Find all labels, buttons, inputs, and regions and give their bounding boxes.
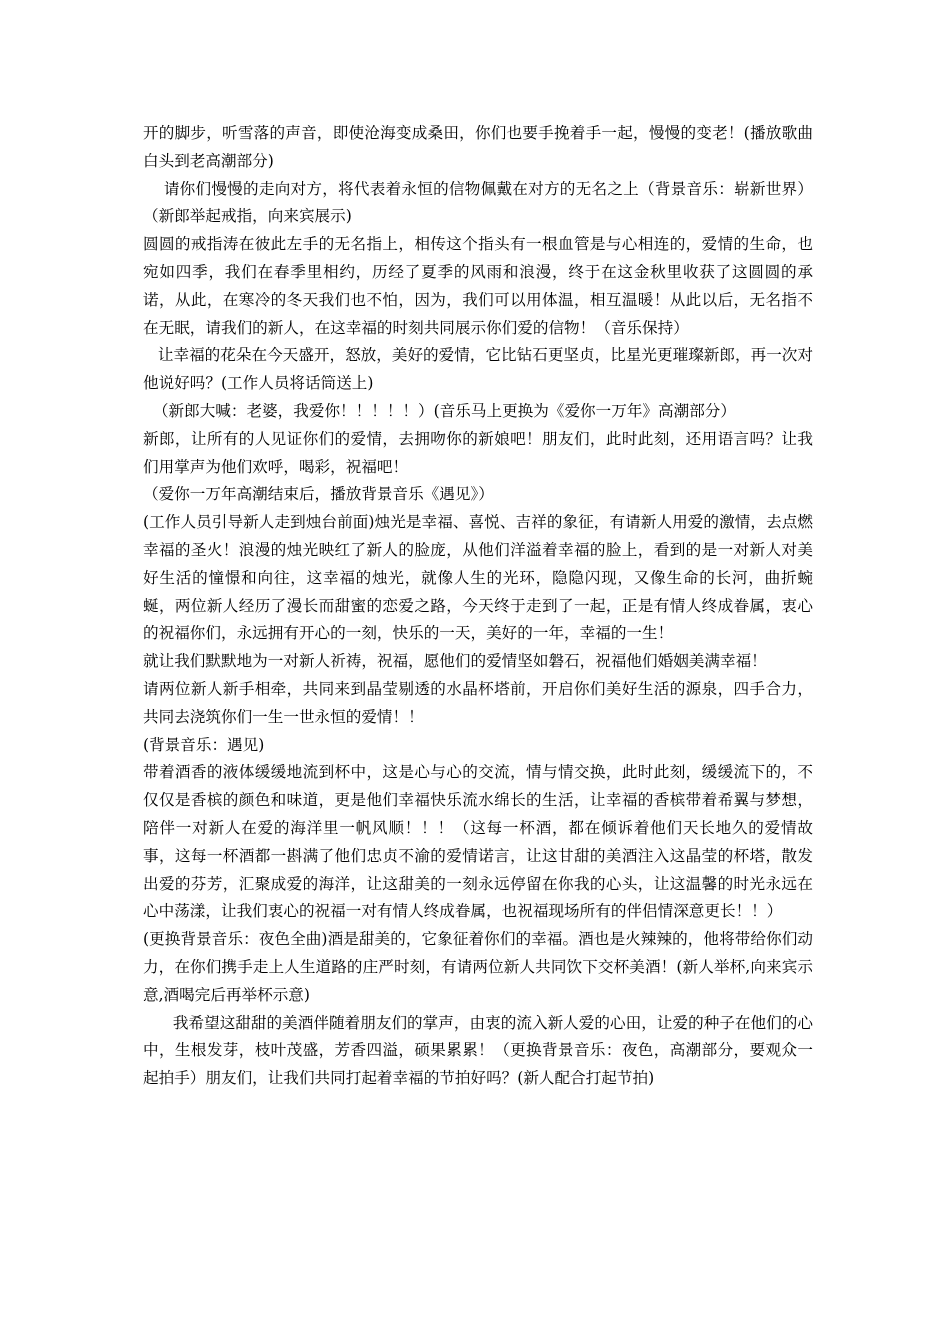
- paragraph-10: 请两位新人新手相牵，共同来到晶莹剔透的水晶杯塔前，开启你们美好生活的源泉，四手合力，共同去浇筑你们一生一世永恒的爱情！！: [143, 679, 813, 726]
- paragraph-4: 让幸福的花朵在今天盛开，怒放，美好的爱情，它比钻石更坚贞，比星光更璀璨新郎，再一次对他说好吗？(工作人员将话筒送上): [143, 346, 813, 393]
- paragraph-6: 新郎，让所有的人见证你们的爱情，去拥吻你的新娘吧！朋友们，此时此刻，还用语言吗？让我们用掌声为他们欢呼，喝彩，祝福吧！: [143, 429, 813, 476]
- paragraph-12: 带着酒香的液体缓缓地流到杯中，这是心与心的交流，情与情交换，此时此刻，缓缓流下的，不仅仅是香槟的颜色和味道，更是他们幸福快乐流水绵长的生活，让幸福的香槟带着希翼与梦想，陪伴一对新人在爱的海洋里一帆风顺！！！（这每一杯酒，都在倾诉着他们天长地久的爱情故事，这每一杯酒都一斟满了他们忠贞不渝的爱情诺言，让这甘甜的美酒注入这晶莹的杯塔，散发出爱的芬芳，汇聚成爱的海洋，让这甜美的一刻永远停留在你我的心头，让这温馨的时光永远在心中荡漾，让我们衷心的祝福一对有情人终成眷属，也祝福现场所有的伴侣情深意更长！！）: [143, 763, 813, 921]
- document-body: [143, 120, 813, 1093]
- paragraph-9: 就让我们默默地为一对新人祈祷，祝福，愿他们的爱情坚如磐石，祝福他们婚姻美满幸福！: [143, 652, 767, 671]
- paragraph-7: （爱你一万年高潮结束后，播放背景音乐《遇见》）: [143, 485, 494, 504]
- paragraph-11: (背景音乐：遇见): [143, 735, 265, 754]
- paragraph-8: (工作人员引导新人走到烛台前面)烛光是幸福、喜悦、吉祥的象征，有请新人用爱的激情，去点燃幸福的圣火！浪漫的烛光映红了新人的脸庞，从他们洋溢着幸福的脸上，看到的是一对新人对美好生活的憧憬和向往，这幸福的烛光，就像人生的光环，隐隐闪现，又像生命的长河，曲折蜿蜒，两位新人经历了漫长而甜蜜的恋爱之路，今天终于走到了一起，正是有情人终成眷属，衷心的祝福你们，永远拥有开心的一刻，快乐的一天，美好的一年，幸福的一生！: [143, 513, 813, 643]
- paragraph-2: 请你们慢慢的走向对方，将代表着永恒的信物佩戴在对方的无名之上（背景音乐：崭新世界）（新郎举起戒指，向来宾展示): [143, 179, 813, 226]
- paragraph-3: 圆圆的戒指涛在彼此左手的无名指上，相传这个指头有一根血管是与心相连的，爱情的生命，也宛如四季，我们在春季里相约，历经了夏季的风雨和浪漫，终于在这金秋里收获了这圆圆的承诺，从此，在寒冷的冬天我们也不怕，因为，我们可以用体温，相互温暖！从此以后，无名指不在无眠，请我们的新人，在这幸福的时刻共同展示你们爱的信物！（音乐保持）: [143, 235, 813, 337]
- paragraph-14: 我希望这甜甜的美酒伴随着朋友们的掌声，由衷的流入新人爱的心田，让爱的种子在他们的心中，生根发芽，枝叶茂盛，芳香四溢，硕果累累！（更换背景音乐：夜色，高潮部分，要观众一起拍手）朋友们，让我们共同打起着幸福的节拍好吗？(新人配合打起节拍): [143, 1013, 813, 1088]
- paragraph-5: （新郎大喊：老婆，我爱你！！！！！）(音乐马上更换为《爱你一万年》高潮部分）: [143, 401, 736, 420]
- paragraph-13: (更换背景音乐：夜色全曲)酒是甜美的，它象征着你们的幸福。酒也是火辣辣的，他将带给你们动力，在你们携手走上人生道路的庄严时刻，有请两位新人共同饮下交杯美酒！(新人举杯,向来宾示意,酒喝完后再举杯示意): [143, 930, 813, 1004]
- paragraph-1: 开的脚步，听雪落的声音，即使沧海变成桑田，你们也要手挽着手一起，慢慢的变老！(播放歌曲白头到老高潮部分): [143, 124, 813, 170]
